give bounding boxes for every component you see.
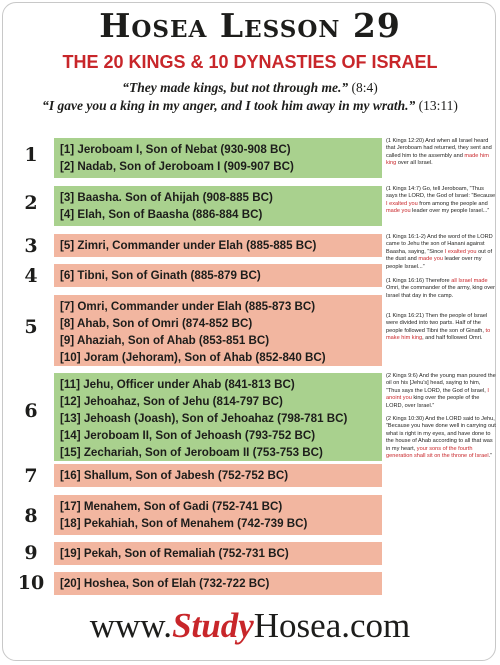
note-text: out of the dust and: [386, 248, 493, 263]
quote-1-text: “They made kings, but not through me.”: [122, 80, 349, 95]
note-highlight: I exalted you: [444, 248, 477, 255]
scripture-note: [386, 373, 496, 410]
dynasty-box-9: [54, 542, 382, 565]
dynasty-number-3: 3: [24, 235, 38, 257]
note-text: king over the people of the LORD, over Israel.”: [386, 395, 480, 409]
note-text: from among the people and: [417, 200, 488, 207]
dynasty-box-2: [54, 186, 382, 226]
note-text: , and half followed Omri.: [422, 335, 483, 342]
note-text: leader over my people Israel...”: [410, 208, 490, 215]
dynasty-box-5: [54, 295, 382, 366]
scripture-note: [386, 278, 496, 300]
note-text: (1 Kings 12:20) And when all Israel heard that Jeroboam had returned, they sent and called him to the assembly and: [386, 138, 492, 159]
king-row: [8] Ahab, Son of Omri (874-852 BC): [60, 317, 253, 330]
king-row: [18] Pekahiah, Son of Menahem (742-739 BC): [60, 517, 308, 530]
king-row: [15] Zechariah, Son of Jeroboam II (753-753 BC): [60, 446, 323, 459]
dynasty-number-5: 5: [24, 316, 38, 338]
note-text: (1 Kings 14:7) Go, tell Jeroboam, “Thus says the LORD, the God of Israel: “Because: [386, 186, 496, 200]
url-accent: Study: [172, 606, 254, 645]
note-highlight: all Israel made: [451, 278, 488, 284]
king-row: [14] Jeroboam II, Son of Jehoash (793-752 BC): [60, 429, 316, 442]
note-highlight: made him king: [386, 152, 489, 167]
king-row: [6] Tibni, Son of Ginath (885-879 BC): [60, 269, 261, 282]
dynasty-number-8: 8: [24, 505, 38, 527]
quote-1-ref: (8:4): [351, 80, 378, 95]
note-text: (2 Kings 10:30) And the LORD said to Jehu, “Because you have done well in carrying out what is right in my eyes, and have done to the house of Ahab according to all that was in my heart,: [386, 416, 496, 452]
dynasty-number-6: 6: [24, 400, 38, 422]
url-suffix: Hosea.com: [253, 606, 411, 645]
scripture-note: [386, 416, 496, 460]
note-highlight: I exalted you: [386, 200, 418, 207]
dynasty-number-4: 4: [24, 265, 38, 287]
king-row: [4] Elah, Son of Baasha (886-884 BC): [60, 208, 263, 221]
quote-2: [0, 98, 500, 114]
king-row: [5] Zimri, Commander under Elah (885-885 BC): [60, 239, 317, 252]
dynasty-box-6: [54, 373, 382, 461]
website-url[interactable]: [0, 606, 500, 646]
note-highlight: made you: [418, 256, 443, 263]
dynasty-box-1: [54, 138, 382, 178]
king-row: [20] Hoshea, Son of Elah (732-722 BC): [60, 577, 270, 590]
note-text: (1 Kings 16:1-2) And the word of the LORD came to Jehu the son of Hanani against Baasha, saying, “Since: [386, 234, 493, 255]
note-text: over all Israel.: [396, 160, 433, 167]
dynasty-number-7: 7: [24, 465, 38, 487]
scripture-note: [386, 186, 496, 216]
dynasty-box-8: [54, 495, 382, 535]
quote-2-text: “I gave you a king in my anger, and I took him away in my wrath.”: [42, 98, 416, 113]
dynasty-number-1: 1: [24, 144, 38, 166]
scripture-note: [386, 234, 496, 271]
quote-1: [0, 80, 500, 96]
note-text: Omri, the commander of the army, king over Israel that day in the camp.: [386, 285, 496, 299]
url-prefix: www.: [89, 606, 173, 645]
note-text: (2 Kings 9:6) And the young man poured the oil on his [Jehu's] head, saying to him, “Thus says the LORD, the God of Israel,: [386, 373, 496, 394]
king-row: [13] Jehoash (Joash), Son of Jehoahaz (798-781 BC): [60, 412, 348, 425]
note-text: (1 Kings 16:16) Therefore: [386, 278, 452, 284]
king-row: [9] Ahaziah, Son of Ahab (853-851 BC): [60, 334, 270, 347]
quote-2-ref: (13:11): [418, 98, 458, 113]
king-row: [19] Pekah, Son of Remaliah (752-731 BC): [60, 547, 289, 560]
dynasty-box-7: [54, 464, 382, 487]
dynasty-number-2: 2: [24, 192, 38, 214]
page-subtitle: THE 20 KINGS & 10 DYNASTIES OF ISRAEL: [62, 52, 438, 72]
dynasty-box-3: [54, 234, 382, 257]
note-highlight: I anoint you: [386, 387, 489, 402]
note-highlight: your sons of the fourth generation shall sit on the throne of Israel: [386, 445, 489, 460]
king-row: [10] Joram (Jehoram), Son of Ahab (852-840 BC): [60, 351, 326, 364]
note-text: leader over my people Israel...”: [386, 256, 482, 270]
king-row: [2] Nadab, Son of Jeroboam I (909-907 BC): [60, 160, 294, 173]
dynasty-box-10: [54, 572, 382, 595]
king-row: [1] Jeroboam I, Son of Nebat (930-908 BC): [60, 143, 291, 156]
dynasty-number-10: 10: [17, 572, 45, 594]
scripture-note: [386, 138, 496, 168]
king-row: [12] Jehoahaz, Son of Jehu (814-797 BC): [60, 395, 283, 408]
king-row: [7] Omri, Commander under Elah (885-873 BC): [60, 300, 316, 313]
note-text: (1 Kings 16:21) Then the people of Israel were divided into two parts. Half of the people followed Tibni the son of Ginath,: [386, 313, 488, 334]
dynasty-number-9: 9: [24, 542, 38, 564]
king-row: [11] Jehu, Officer under Ahab (841-813 BC): [60, 378, 295, 391]
king-row: [3] Baasha. Son of Ahijah (908-885 BC): [60, 191, 273, 204]
king-row: [17] Menahem, Son of Gadi (752-741 BC): [60, 500, 283, 513]
page-title: Hosea Lesson 29: [99, 6, 401, 45]
king-row: [16] Shallum, Son of Jabesh (752-752 BC): [60, 469, 289, 482]
note-highlight: made you: [386, 208, 411, 215]
scripture-note: [386, 313, 496, 343]
dynasty-box-4: [54, 264, 382, 287]
note-highlight: to make him king: [386, 327, 491, 342]
note-text: .”: [488, 453, 493, 460]
